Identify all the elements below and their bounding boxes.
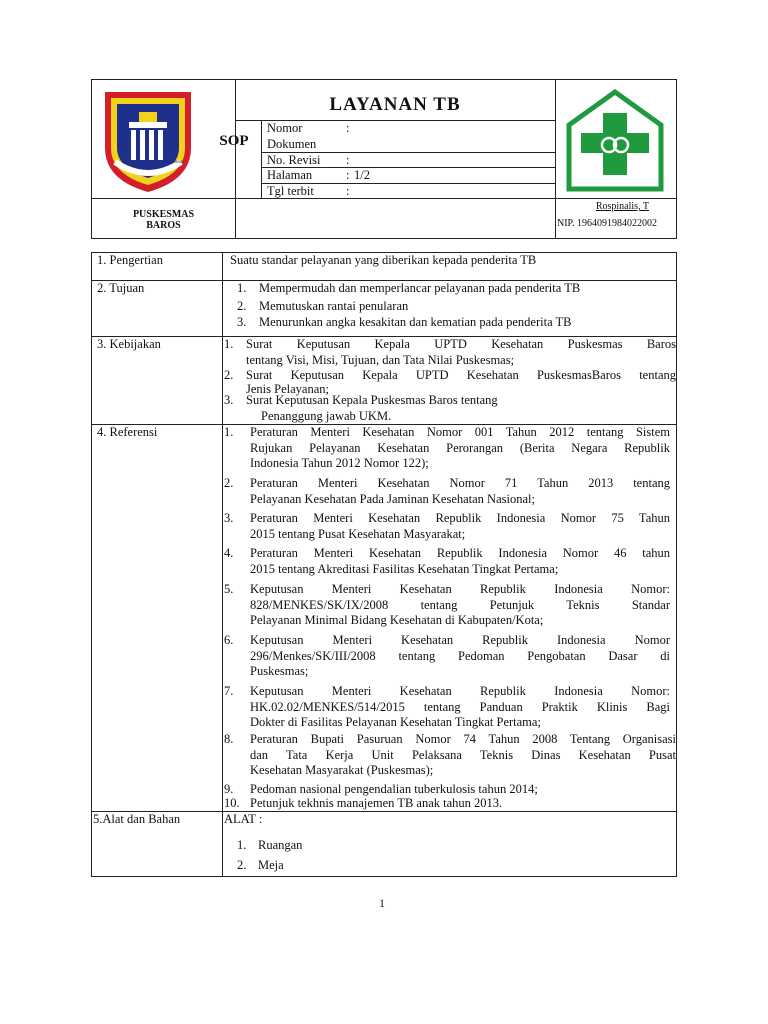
field-label-nomor: Nomor (267, 121, 303, 135)
field-sep-nomor: : (346, 121, 350, 135)
field-sep-tgl: : (346, 184, 350, 198)
document-title: LAYANAN TB (329, 94, 461, 115)
sop-label: SOP (219, 133, 249, 149)
field-label-dokumen: Dokumen (267, 137, 317, 151)
section-label-referensi: 4. Referensi (97, 425, 158, 439)
page-number: 1 (379, 896, 385, 910)
field-label-halaman: Halaman (267, 168, 313, 182)
section-label-alat: 5.Alat dan Bahan (93, 812, 181, 826)
signer-block (556, 200, 677, 231)
field-label-revisi: No. Revisi (267, 153, 321, 167)
alat-heading: ALAT : (224, 812, 263, 826)
field-sep-revisi: : (346, 153, 350, 167)
field-sep-halaman: : (346, 168, 350, 182)
signer-nip: NIP. 196409198402200​2 (557, 218, 658, 229)
signer-name: Rospinalis, T (595, 201, 649, 212)
section-label-pengertian: 1. Pengertian (97, 253, 163, 267)
field-label-tgl: Tgl terbit (267, 184, 314, 198)
health-cross-logo (565, 89, 665, 192)
logo-motto: BAROS AMAN UMAN PARAS (129, 159, 183, 164)
puskesmas-logo (101, 88, 195, 196)
section-label-kebijakan: 3. Kebijakan (97, 337, 161, 351)
field-value-halaman: 1/2 (354, 168, 370, 182)
section-label-tujuan: 2. Tujuan (97, 281, 145, 295)
org-name: PUSKESMAS BAROS (132, 209, 195, 231)
pengertian-text: Suatu standar pelayanan yang diberikan kepada penderita TB (230, 253, 537, 267)
